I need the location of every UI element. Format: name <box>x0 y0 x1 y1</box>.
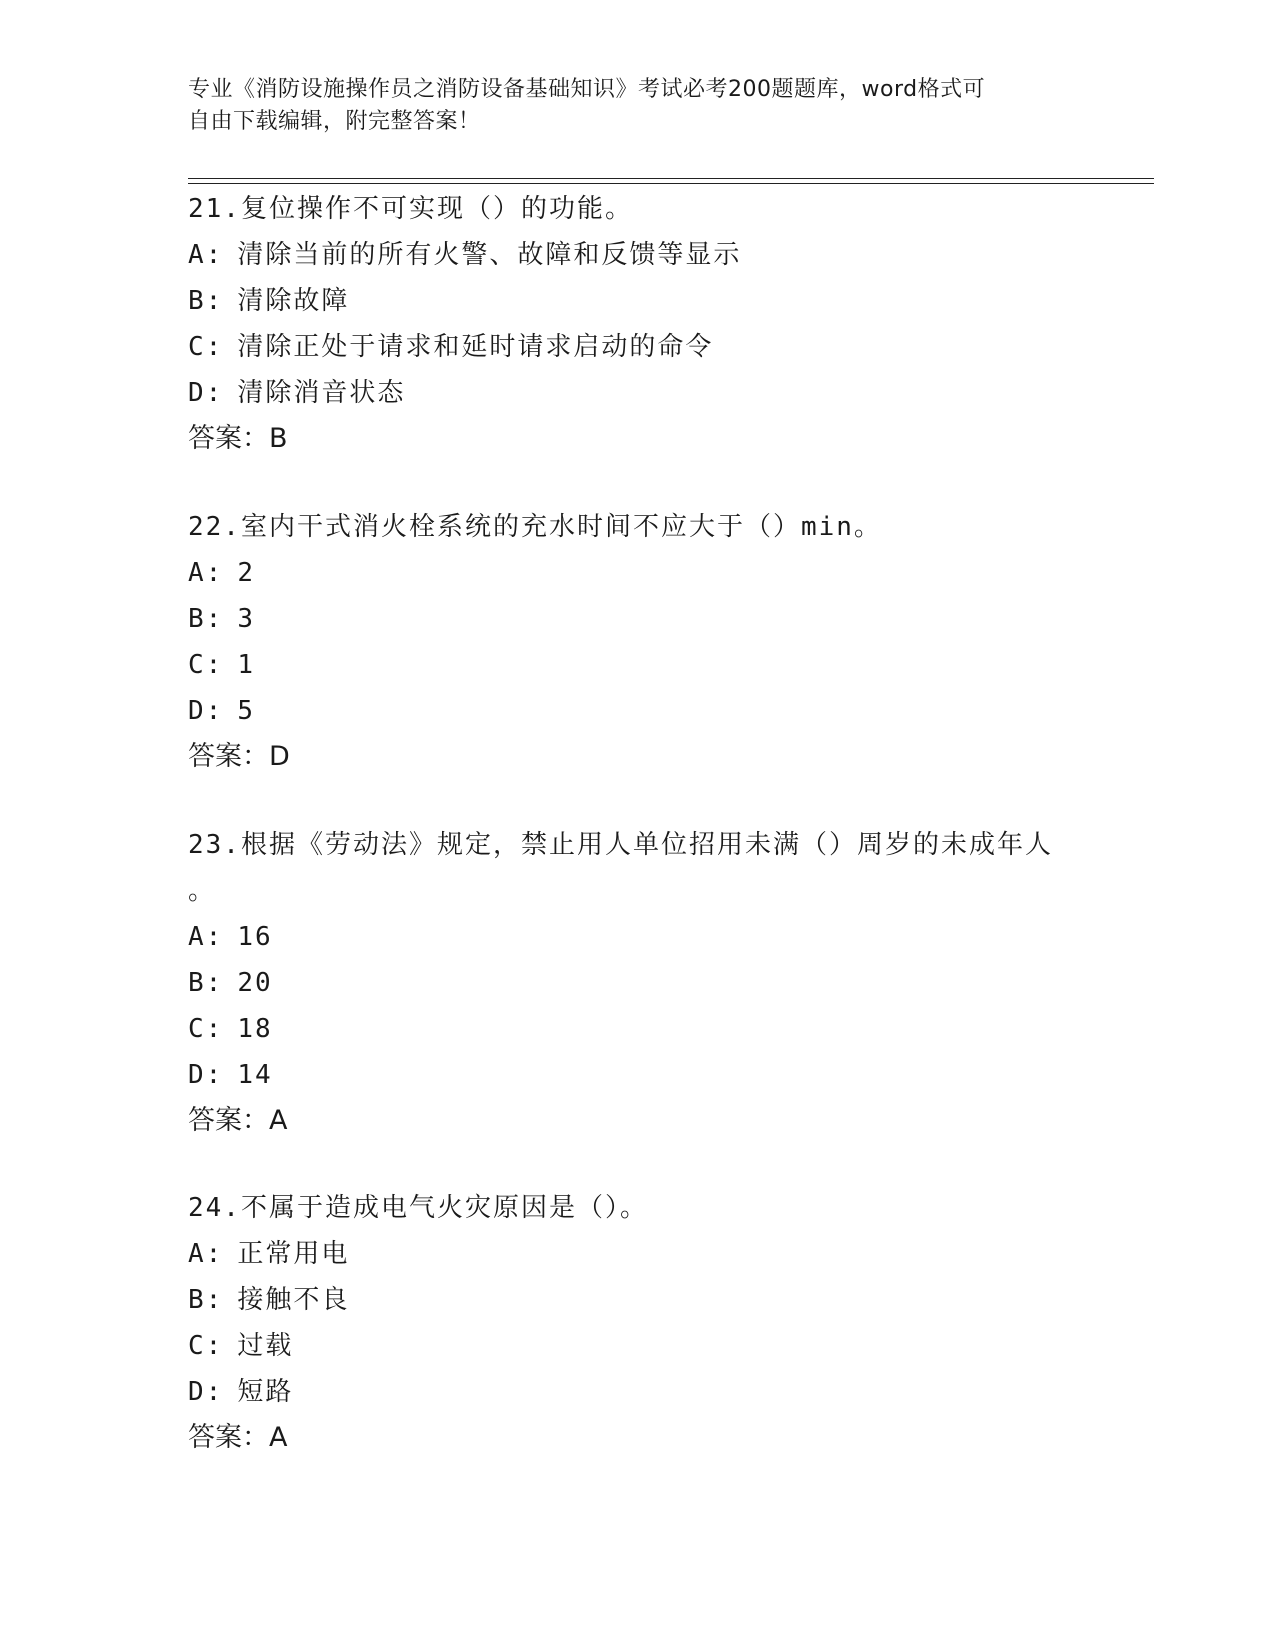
option-key: B: <box>188 604 224 634</box>
option-d <box>188 1369 1088 1415</box>
answer-line: 答案：A <box>188 1105 288 1136</box>
option-text: 18 <box>237 1014 273 1044</box>
document-header <box>188 74 1068 138</box>
option-text: 1 <box>237 650 255 680</box>
option-text: 14 <box>237 1060 273 1090</box>
answer-line: 答案：A <box>188 1422 288 1453</box>
option-text: 接触不良 <box>237 1285 350 1315</box>
option-key: C: <box>188 332 224 362</box>
option-text: 正常用电 <box>237 1239 350 1269</box>
option-text: 清除当前的所有火警、故障和反馈等显示 <box>237 240 742 270</box>
option-a <box>188 914 1088 960</box>
question-block <box>188 186 1088 462</box>
option-key: D: <box>188 1060 224 1090</box>
option-key: A: <box>188 558 224 588</box>
header-divider-bottom <box>188 183 1154 184</box>
option-a <box>188 550 1088 596</box>
option-text: 清除故障 <box>237 286 350 316</box>
option-c <box>188 1006 1088 1052</box>
option-text: 2 <box>237 558 255 588</box>
option-b <box>188 960 1088 1006</box>
option-b <box>188 1277 1088 1323</box>
option-b <box>188 278 1088 324</box>
option-text: 过载 <box>237 1331 294 1361</box>
option-key: B: <box>188 1285 224 1315</box>
option-d <box>188 370 1088 416</box>
option-c <box>188 642 1088 688</box>
option-key: A: <box>188 922 224 952</box>
question-stem: 23.根据《劳动法》规定，禁止用人单位招用未满（）周岁的未成年人 <box>188 830 1053 860</box>
option-d <box>188 688 1088 734</box>
option-text: 3 <box>237 604 255 634</box>
option-key: C: <box>188 1331 224 1361</box>
option-text: 清除正处于请求和延时请求启动的命令 <box>237 332 714 362</box>
question-stem: 22.室内干式消火栓系统的充水时间不应大于（）min。 <box>188 512 882 542</box>
option-c <box>188 324 1088 370</box>
option-b <box>188 596 1088 642</box>
question-stem: 21.复位操作不可实现（）的功能。 <box>188 194 633 224</box>
question-block <box>188 822 1088 1144</box>
header-line-1: 专业《消防设施操作员之消防设备基础知识》考试必考200题题库，word格式可 <box>188 77 986 102</box>
option-text: 清除消音状态 <box>237 378 406 408</box>
option-key: B: <box>188 286 224 316</box>
option-text: 5 <box>237 696 255 726</box>
option-key: D: <box>188 696 224 726</box>
option-key: A: <box>188 1239 224 1269</box>
option-key: C: <box>188 650 224 680</box>
option-d <box>188 1052 1088 1098</box>
question-stem-tail: 。 <box>188 876 217 906</box>
option-a <box>188 232 1088 278</box>
header-divider-top <box>188 178 1154 179</box>
option-key: B: <box>188 968 224 998</box>
option-text: 20 <box>237 968 273 998</box>
answer-line: 答案：B <box>188 423 288 454</box>
option-text: 短路 <box>237 1377 294 1407</box>
option-key: D: <box>188 378 224 408</box>
option-a <box>188 1231 1088 1277</box>
option-c <box>188 1323 1088 1369</box>
option-text: 16 <box>237 922 273 952</box>
header-line-2: 自由下载编辑，附完整答案！ <box>188 109 481 134</box>
option-key: D: <box>188 1377 224 1407</box>
option-key: A: <box>188 240 224 270</box>
answer-line: 答案：D <box>188 741 290 772</box>
option-key: C: <box>188 1014 224 1044</box>
question-stem: 24.不属于造成电气火灾原因是（）。 <box>188 1193 648 1223</box>
question-block <box>188 1185 1088 1461</box>
question-block <box>188 504 1088 780</box>
